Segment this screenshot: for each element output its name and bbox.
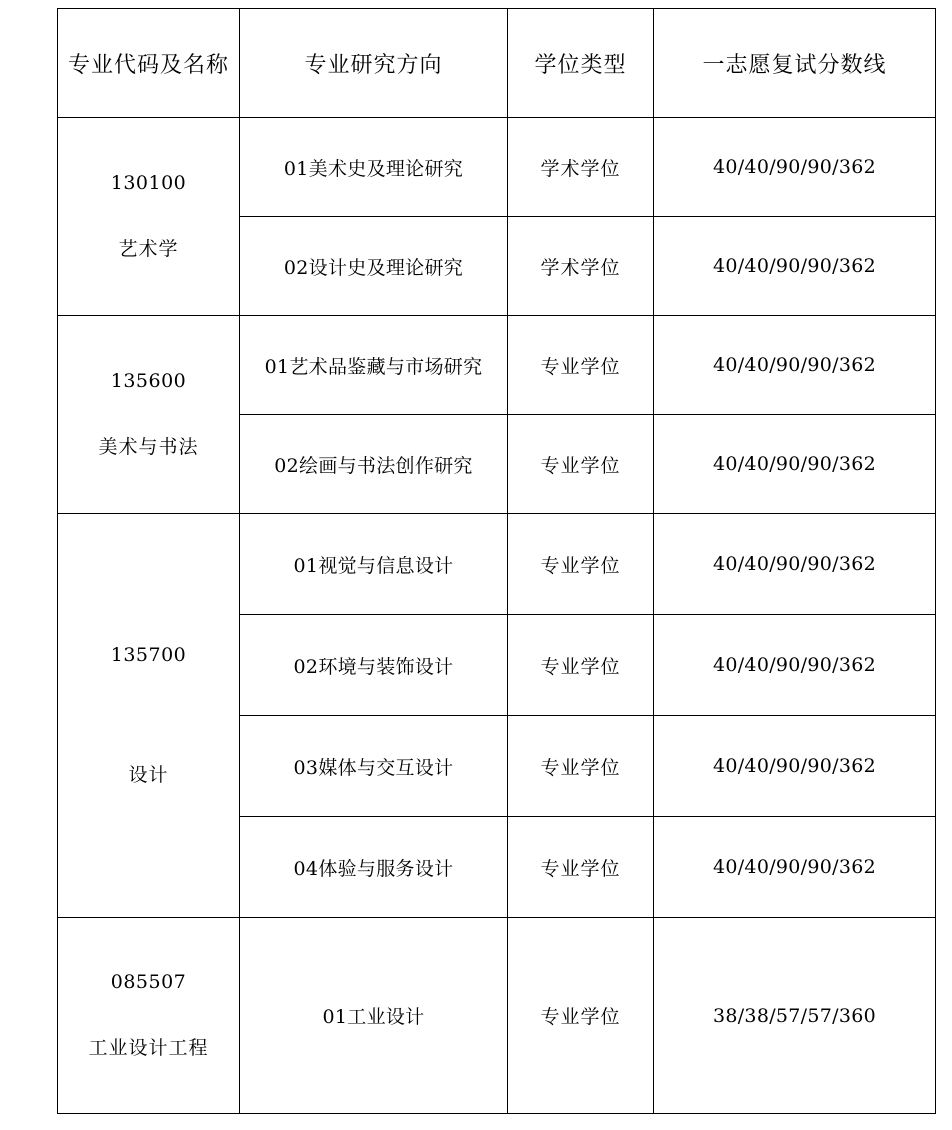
major-name: 设计 — [128, 763, 169, 786]
table-row — [58, 118, 936, 217]
research-direction-cell: 01视觉与信息设计 — [240, 514, 508, 615]
score-line-cell: 40/40/90/90/362 — [654, 615, 936, 716]
research-direction-cell: 03媒体与交互设计 — [240, 716, 508, 817]
admission-score-table — [57, 8, 936, 1114]
major-code: 135600 — [110, 369, 187, 392]
major-code: 085507 — [110, 970, 187, 993]
research-direction-cell: 01工业设计 — [240, 918, 508, 1114]
score-line-cell: 40/40/90/90/362 — [654, 716, 936, 817]
score-line-cell: 40/40/90/90/362 — [654, 817, 936, 918]
score-line-cell: 40/40/90/90/362 — [654, 316, 936, 415]
degree-type-cell: 专业学位 — [508, 514, 654, 615]
major-name: 艺术学 — [118, 237, 179, 260]
score-line-cell: 40/40/90/90/362 — [654, 514, 936, 615]
research-direction-cell: 02环境与装饰设计 — [240, 615, 508, 716]
degree-type-cell: 专业学位 — [508, 615, 654, 716]
degree-type-cell: 专业学位 — [508, 415, 654, 514]
column-header-degree-type: 学位类型 — [508, 9, 654, 118]
major-code-cell — [58, 118, 240, 316]
degree-type-cell: 学术学位 — [508, 118, 654, 217]
degree-type-cell: 专业学位 — [508, 817, 654, 918]
research-direction-cell: 04体验与服务设计 — [240, 817, 508, 918]
major-code-cell — [58, 918, 240, 1114]
research-direction-cell: 02设计史及理论研究 — [240, 217, 508, 316]
column-header-score-line: 一志愿复试分数线 — [654, 9, 936, 118]
score-line-cell: 40/40/90/90/362 — [654, 415, 936, 514]
degree-type-cell: 专业学位 — [508, 918, 654, 1114]
table-header-row — [58, 9, 936, 118]
research-direction-cell: 02绘画与书法创作研究 — [240, 415, 508, 514]
degree-type-cell: 专业学位 — [508, 316, 654, 415]
table-row — [58, 514, 936, 615]
table-header — [58, 9, 936, 118]
table-row — [58, 316, 936, 415]
score-line-cell: 38/38/57/57/360 — [654, 918, 936, 1114]
score-line-cell: 40/40/90/90/362 — [654, 118, 936, 217]
degree-type-cell: 学术学位 — [508, 217, 654, 316]
column-header-major-code: 专业代码及名称 — [58, 9, 240, 118]
score-line-cell: 40/40/90/90/362 — [654, 217, 936, 316]
column-header-research-direction: 专业研究方向 — [240, 9, 508, 118]
table-body — [58, 118, 936, 1114]
major-name: 美术与书法 — [98, 435, 199, 458]
degree-type-cell: 专业学位 — [508, 716, 654, 817]
major-code-cell — [58, 316, 240, 514]
table-row — [58, 918, 936, 1114]
major-code: 130100 — [110, 171, 187, 194]
research-direction-cell: 01美术史及理论研究 — [240, 118, 508, 217]
research-direction-cell: 01艺术品鉴藏与市场研究 — [240, 316, 508, 415]
major-name: 工业设计工程 — [88, 1036, 209, 1059]
major-code: 135700 — [110, 643, 187, 666]
major-code-cell — [58, 514, 240, 918]
